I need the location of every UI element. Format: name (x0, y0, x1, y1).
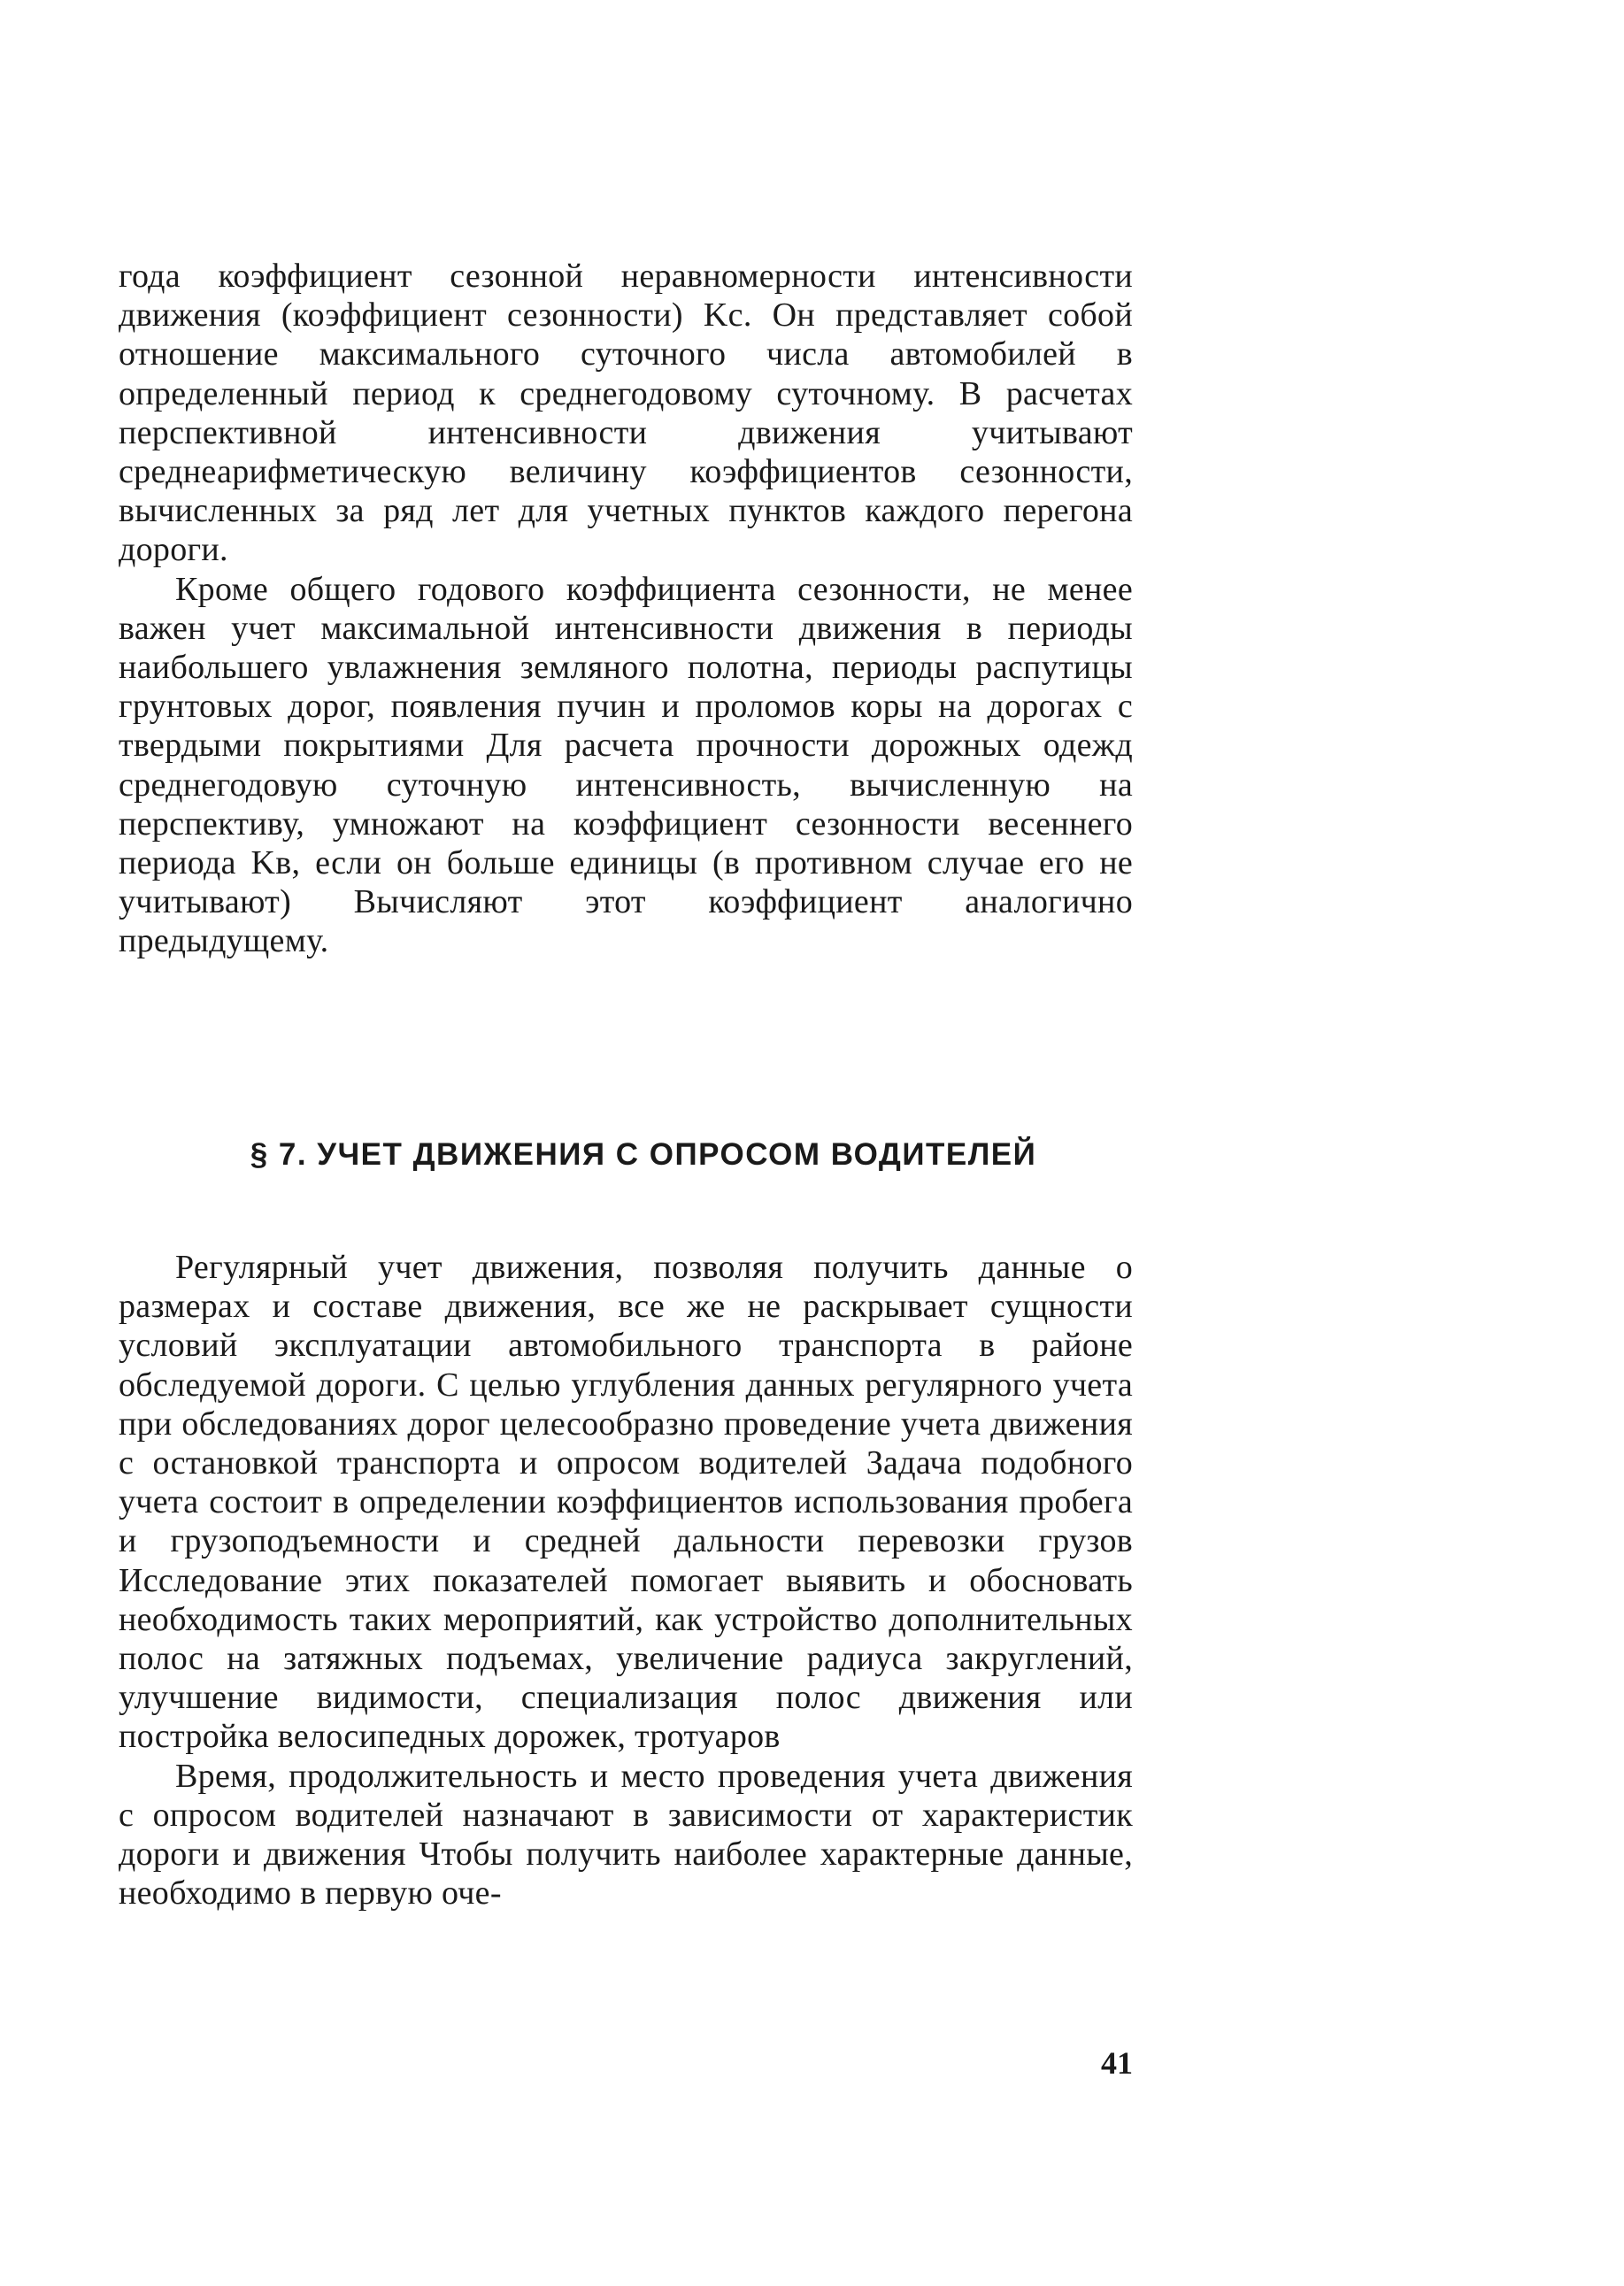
section-heading: § 7. УЧЕТ ДВИЖЕНИЯ С ОПРОСОМ ВОДИТЕЛЕЙ (250, 1137, 1037, 1172)
paragraph-seasonality-definition: года коэффициент сезонной неравномерности интенсивности движения (коэффициент сезонности) Kс. Он представляет собой отношение максимального суточного числа автомобилей в определенный период к среднегодовому суточному. В расчетах перспективной интенсивности движения учитывают среднеарифметическую величину коэффициентов сезонности, вычисленных за ряд лет для учетных пунктов каждого перегона дороги. (119, 258, 1133, 569)
page-number: 41 (1101, 2045, 1133, 2081)
paragraph-spring-coefficient: Кроме общего годового коэффициента сезонности, не менее важен учет максимальной интенсивности движения в периоды наибольшего увлажнения земляного полотна, периоды распутицы грунтовых дорог, появления пучин и проломов коры на дорогах с твердыми покрытиями Для расчета прочности дорожных одежд среднегодовую суточную интенсивность, вычисленную на перспективу, умножают на коэффициент сезонности весеннего периода Kв, если он больше единицы (в противном случае его не учитывают) Вычисляют этот коэффициент аналогично предыдущему. (119, 570, 1133, 960)
upper-text-block (119, 257, 1133, 961)
lower-text-block (119, 1248, 1133, 1913)
paragraph-driver-survey: Регулярный учет движения, позволяя получить данные о размерах и составе движения, все же не раскрывает сущности условий эксплуатации автомобильного транспорта в районе обследуемой дороги. С целью углубления данных регулярного учета при обследованиях дорог целесообразно проведение учета движения с остановкой транспорта и опросом водителей Задача подобного учета состоит в определении коэффициентов использования пробега и грузоподъемности и средней дальности перевозки грузов Исследование этих показателей помогает выявить и обосновать необходимость таких мероприятий, как устройство дополнительных полос на затяжных подъемах, увеличение радиуса закруглений, улучшение видимости, специализация полос движения или постройка велосипедных дорожек, тротуаров (119, 1249, 1133, 1756)
paragraph-survey-timing: Время, продолжительность и место проведения учета движения с опросом водителей назначают в зависимости от характеристик дороги и движения Чтобы получить наиболее характерные данные, необходимо в первую оче- (119, 1757, 1133, 1913)
